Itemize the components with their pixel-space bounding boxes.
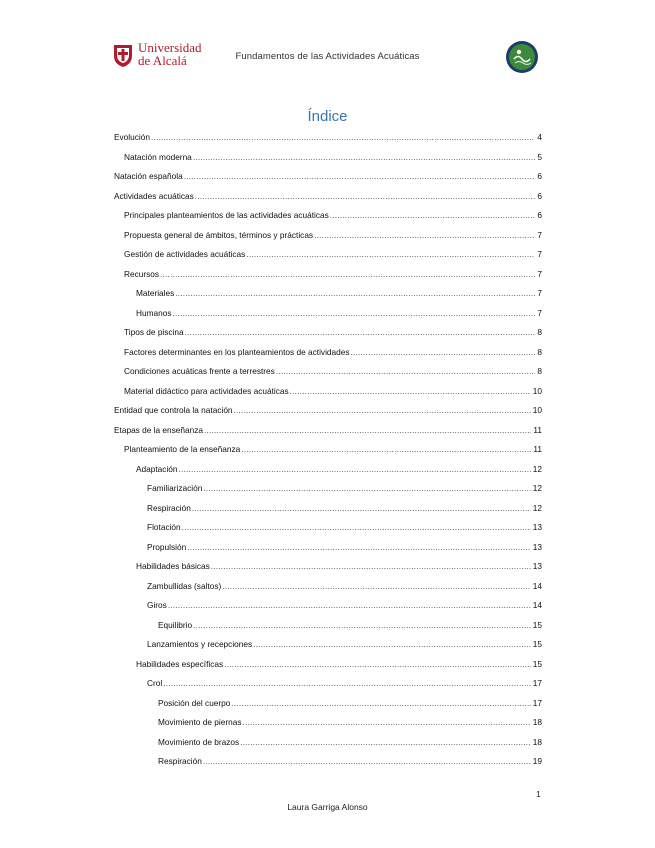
toc-entry-page: 18 [532,736,542,747]
toc-entry-label: Movimiento de piernas [158,717,242,727]
toc-entry[interactable] [114,343,542,363]
toc-entry-page: 18 [532,717,542,727]
toc-leader-dots [242,713,530,733]
toc-entry-label: Respiración [158,756,202,766]
toc-leader-dots [184,167,536,187]
toc-entry-page: 7 [537,249,542,259]
toc-entry-label: Entidad que controla la natación [114,405,233,415]
toc-entry-page: 10 [532,385,542,396]
toc-entry[interactable] [114,362,542,382]
toc-entry-page: 8 [537,327,542,337]
toc-entry[interactable] [114,752,542,772]
toc-entry[interactable] [114,421,542,441]
toc-leader-dots [192,499,531,519]
toc-entry-label: Crol [147,678,163,688]
header-title: Fundamentos de las Actividades Acuáticas [235,51,420,62]
toc-entry-label: Natación moderna [124,151,192,162]
toc-entry-page: 19 [532,756,542,766]
toc-entry-page: 6 [537,171,542,181]
toc-entry-page: 6 [537,190,542,201]
toc-entry[interactable] [114,518,542,538]
toc-entry[interactable] [114,499,542,519]
toc-leader-dots [203,479,530,499]
toc-entry[interactable] [114,401,542,421]
toc-entry[interactable] [114,479,542,499]
toc-entry[interactable] [114,655,542,675]
toc-leader-dots [175,284,535,304]
toc-leader-dots [203,752,531,772]
toc-entry-page: 11 [533,444,542,454]
toc-entry[interactable] [114,674,542,694]
toc-leader-dots [168,596,531,616]
toc-leader-dots [253,635,531,655]
toc-entry-page: 10 [532,405,542,415]
toc-entry-page: 14 [532,580,542,591]
toc-leader-dots [222,577,531,597]
toc-entry-page: 7 [537,288,542,298]
toc-entry-page: 15 [532,619,542,630]
toc-entry[interactable] [114,596,542,616]
toc-entry-page: 15 [532,639,542,649]
toc-entry-page: 12 [532,502,542,513]
toc-entry-page: 7 [537,307,542,318]
toc-leader-dots [241,440,531,460]
toc-entry-label: Posición del cuerpo [158,697,231,708]
toc-entry[interactable] [114,265,542,285]
toc-entry-page: 6 [537,210,542,220]
toc-entry-page: 8 [537,346,542,357]
toc-entry-label: Habilidades específicas [136,658,224,669]
toc-entry[interactable] [114,284,542,304]
toc-leader-dots [234,401,531,421]
toc-entry-label: Propuesta general de ámbitos, términos y prácticas [124,229,314,240]
toc-entry-label: Planteamiento de la enseñanza [124,444,241,454]
toc-leader-dots [151,128,535,148]
toc-entry[interactable] [114,694,542,714]
toc-entry-label: Adaptación [136,463,178,474]
toc-leader-dots [351,343,536,363]
toc-leader-dots [185,323,536,343]
toc-leader-dots [182,518,531,538]
toc-entry[interactable] [114,304,542,324]
toc-entry-page: 4 [537,132,542,142]
toc-entry[interactable] [114,167,542,187]
toc-leader-dots [187,538,531,558]
toc-leader-dots [193,616,531,636]
toc-entry-label: Propulsión [147,541,187,552]
toc-title: Índice [307,108,348,125]
toc-entry[interactable] [114,128,542,148]
toc-entry-page: 11 [533,424,542,435]
toc-entry[interactable] [114,148,542,168]
toc-entry[interactable] [114,713,542,733]
toc-entry-label: Habilidades básicas [136,561,210,571]
aquatic-emblem-icon [505,40,539,74]
toc-entry-page: 8 [537,366,542,376]
toc-entry[interactable] [114,460,542,480]
toc-entry-page: 12 [532,463,542,474]
toc-leader-dots [211,557,531,577]
toc-entry-page: 13 [532,522,542,532]
toc-entry-page: 14 [532,600,542,610]
toc-entry[interactable] [114,382,542,402]
toc-entry[interactable] [114,440,542,460]
toc-entry-label: Material didáctico para actividades acuáticas [124,385,289,396]
toc-leader-dots [195,187,536,207]
toc-leader-dots [179,460,531,480]
toc-entry-label: Lanzamientos y recepciones [147,639,253,649]
toc-entry-label: Recursos [124,268,160,279]
toc-leader-dots [290,382,531,402]
toc-entry[interactable] [114,245,542,265]
toc-entry-label: Principales planteamientos de las actividades acuáticas [124,210,329,220]
toc-leader-dots [224,655,531,675]
toc-entry-label: Respiración [147,502,191,513]
toc-leader-dots [246,245,535,265]
toc-leader-dots [231,694,530,714]
toc-entry-label: Factores determinantes en los planteamientos de actividades [124,346,350,357]
toc-entry-page: 15 [532,658,542,669]
toc-entry-label: Evolución [114,132,150,142]
toc-entry-label: Tipos de piscina [124,327,184,337]
toc-entry[interactable] [114,577,542,597]
toc-entry-page: 7 [537,268,542,279]
toc-entry-label: Equilibrio [158,619,193,630]
toc-entry[interactable] [114,187,542,207]
toc-entry[interactable] [114,323,542,343]
toc-leader-dots [204,421,531,441]
toc-leader-dots [173,304,536,324]
toc-entry-label: Giros [147,600,167,610]
toc-entry-label: Familiarización [147,483,203,493]
table-of-contents [114,128,542,772]
toc-leader-dots [160,265,535,285]
toc-entry-page: 12 [532,483,542,493]
toc-entry-label: Etapas de la enseñanza [114,424,204,435]
university-name-line2: de Alcalá [138,53,187,68]
toc-entry-label: Gestión de actividades acuáticas [124,249,246,259]
toc-leader-dots [314,226,535,246]
toc-entry-page: 13 [532,541,542,552]
footer-author: Laura Garriga Alonso [287,802,368,812]
toc-entry-label: Materiales [136,288,175,298]
toc-entry-label: Humanos [136,307,172,318]
university-name-line1: Universidad [138,40,202,55]
toc-leader-dots [240,733,531,753]
toc-entry[interactable] [114,538,542,558]
toc-entry-label: Flotación [147,522,181,532]
toc-entry[interactable] [114,733,542,753]
toc-entry-page: 17 [532,697,542,708]
toc-leader-dots [193,148,536,168]
toc-entry-page: 17 [532,678,542,688]
page-header [0,0,655,90]
toc-entry-label: Actividades acuáticas [114,190,194,201]
toc-entry-page: 5 [537,151,542,162]
toc-entry-label: Condiciones acuáticas frente a terrestres [124,366,275,376]
toc-entry[interactable] [114,206,542,226]
toc-entry[interactable] [114,557,542,577]
toc-entry-label: Movimiento de brazos [158,736,240,747]
toc-entry-page: 7 [537,229,542,240]
toc-leader-dots [163,674,531,694]
toc-leader-dots [276,362,536,382]
toc-entry-label: Zambullidas (saltos) [147,580,222,591]
toc-entry[interactable] [114,226,542,246]
toc-entry-label: Natación española [114,171,183,181]
toc-leader-dots [330,206,536,226]
toc-entry[interactable] [114,635,542,655]
page-number: 1 [536,789,541,799]
toc-entry[interactable] [114,616,542,636]
toc-entry-page: 13 [532,561,542,571]
